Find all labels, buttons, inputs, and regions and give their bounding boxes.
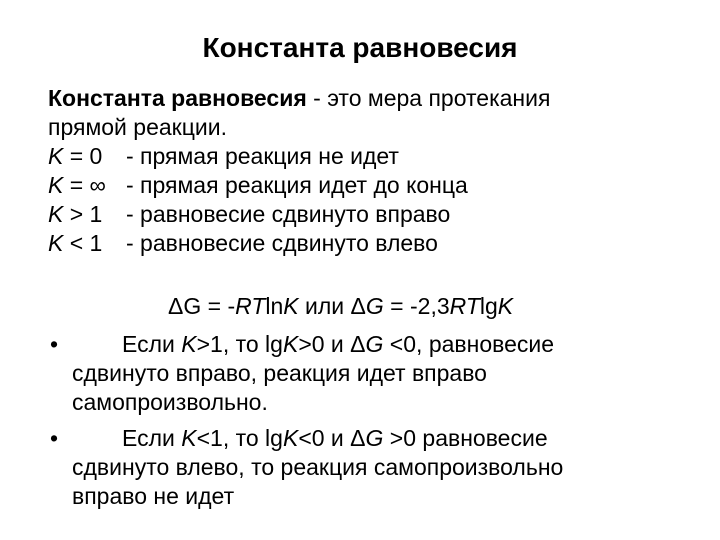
condition-row [48,142,708,171]
constant-symbol: K [48,143,64,169]
formula-part: или Δ [298,293,366,319]
constant-symbol: K [48,201,64,227]
gibbs-formula [168,292,513,321]
condition-relation: > 1 [63,201,103,227]
condition-relation: = 0 [63,143,103,169]
bullet-line: Если K>1, то lgK>0 и ΔG <0, равновесие [122,331,555,357]
constant-symbol: K [48,230,64,256]
definition-block [48,84,708,258]
bullet-line: сдвинуто влево, то реакция самопроизвольно [72,454,564,480]
formula-part: = -2,3 [383,293,450,319]
definition-term: Константа равновесия [48,85,307,111]
formula-part: RT [449,293,480,319]
definition-line-1 [48,84,708,113]
formula-part: K [283,293,299,319]
definition-line-2: прямой реакции. [48,114,227,140]
formula-part: ln [265,293,284,319]
bullet-icon: • [50,425,59,451]
formula-part: RT [235,293,266,319]
condition-text: - равновесие сдвинуто влево [126,230,438,256]
condition-row [48,200,708,229]
formula-part: G [365,293,384,319]
bullet-line: самопроизвольно. [72,389,268,415]
bullet-line: Если K<1, то lgK<0 и ΔG >0 равновесие [122,425,548,451]
condition-text: - прямая реакция идет до конца [126,172,468,198]
formula-part: lg [479,293,498,319]
bullet-item [50,330,690,417]
formula-part: K [497,293,514,319]
slide-title: Константа равновесия [202,32,518,63]
condition-text: - прямая реакция не идет [126,143,399,169]
condition-row [48,229,708,258]
condition-row [48,171,708,200]
definition-text: - это мера протекания [306,85,551,111]
bullet-line: вправо не идет [72,483,235,509]
bullet-item [50,424,690,511]
formula-part: ΔG = - [168,293,236,319]
bullet-line: сдвинуто вправо, реакция идет вправо [72,360,487,386]
bullet-icon: • [50,331,59,357]
constant-symbol: K [48,172,64,198]
condition-relation: = ∞ [63,172,106,198]
condition-relation: < 1 [63,230,103,256]
bullet-list [50,330,690,518]
condition-text: - равновесие сдвинуто вправо [126,201,451,227]
